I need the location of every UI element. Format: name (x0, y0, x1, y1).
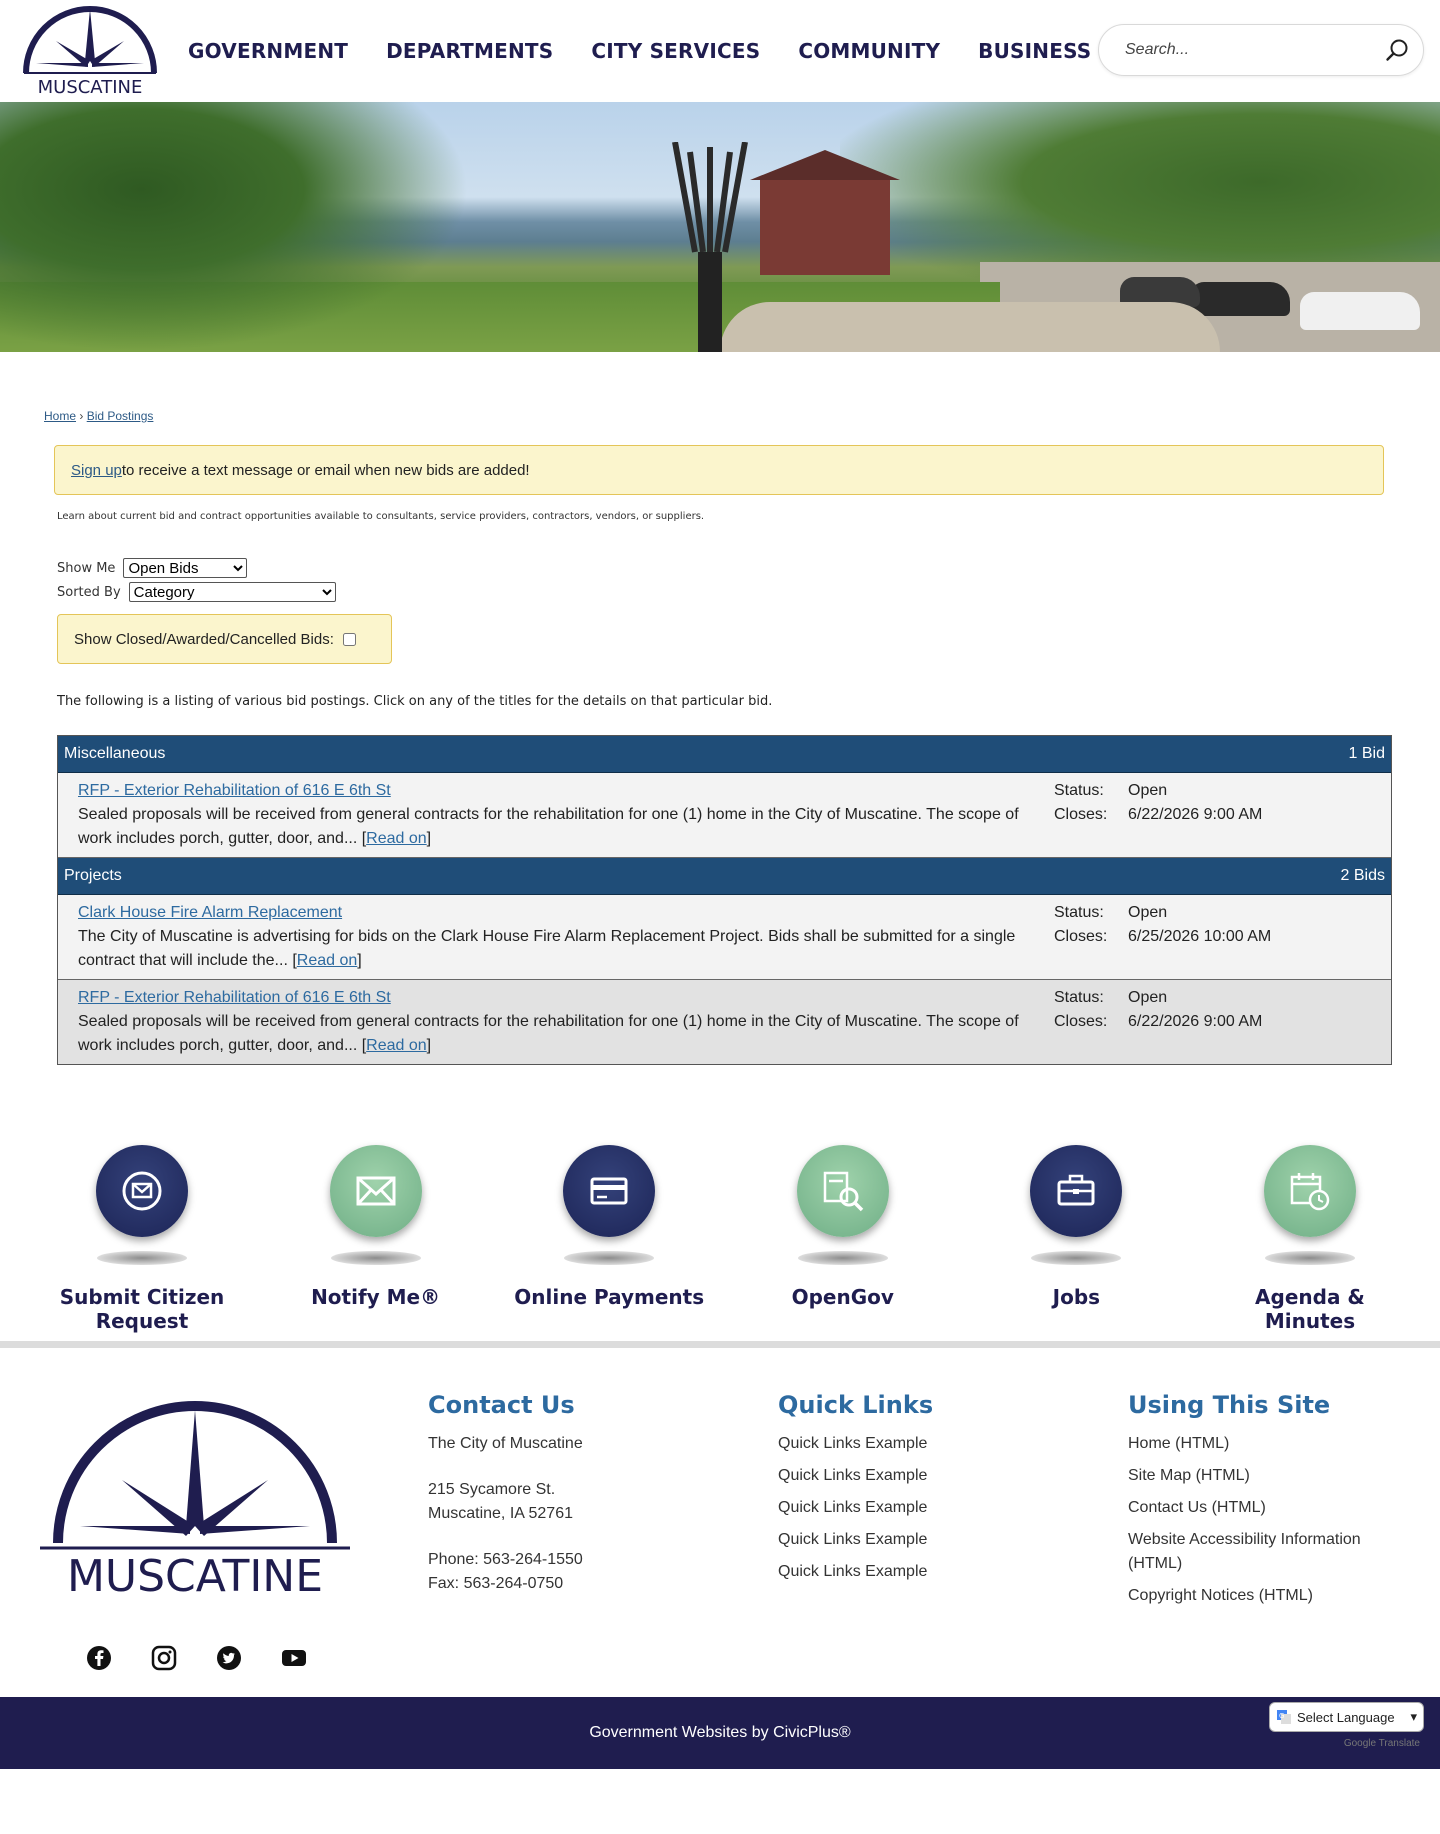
jobs-search-icon (819, 1167, 867, 1215)
quick-links-bar (42, 1145, 1410, 1341)
bid-row: RFP - Exterior Rehabilitation of 616 E 6th St Sealed proposals will be received from general contracts for the rehabilitation for one (1) home in the City of Muscatine. The scope of work includes porch, gutter, door, and... [Read on] Status: Open Closes: 6/22/2026 9:00 AM (58, 980, 1391, 1064)
signup-text: to receive a text message or email when new bids are added! (121, 461, 530, 479)
contact-heading[interactable]: Contact Us (428, 1391, 575, 1419)
main-nav (188, 39, 1129, 63)
site-logo[interactable] (16, 1, 166, 101)
calendar-clock-icon (1287, 1168, 1333, 1214)
logo-text: MUSCATINE (37, 77, 143, 98)
footer-logo[interactable] (36, 1398, 354, 1598)
closes-value: 6/22/2026 9:00 AM (1128, 806, 1263, 823)
bid-listing (57, 735, 1392, 1065)
quick-link-submit-citizen-request[interactable] (42, 1145, 242, 1341)
closes-label: Closes: (1054, 806, 1108, 823)
read-on-link[interactable]: Read on (296, 952, 358, 969)
closes-label: Closes: (1054, 928, 1108, 945)
facebook-icon[interactable] (84, 1643, 114, 1673)
civicplus-credit[interactable]: Government Websites by CivicPlus® (589, 1724, 851, 1741)
status-label: Status: (1054, 989, 1104, 1006)
search-icon[interactable] (1385, 38, 1409, 62)
chevron-down-icon: ▾ (1410, 1709, 1417, 1724)
footer-quick-link[interactable]: Quick Links Example (778, 1531, 928, 1548)
breadcrumb-separator: › (79, 409, 84, 423)
quick-link-notify-me[interactable] (276, 1145, 476, 1341)
category-header (58, 736, 1391, 773)
footer-contact (428, 1388, 583, 1596)
contact-phone: Phone: 563-264-1550 (428, 1551, 583, 1568)
credit-card-icon (587, 1169, 631, 1213)
bid-description: Sealed proposals will be received from general contracts for the rehabilitation for one (1) home in the City of Muscatine. The scope of work includes porch, gutter, door, and... (78, 806, 1019, 847)
contact-address2: Muscatine, IA 52761 (428, 1505, 573, 1522)
footer-sitemap-link[interactable]: Site Map (HTML) (1128, 1467, 1250, 1484)
footer-quick-link[interactable]: Quick Links Example (778, 1499, 928, 1516)
footer-quick-link[interactable]: Quick Links Example (778, 1435, 928, 1452)
quick-links-heading[interactable]: Quick Links (778, 1391, 934, 1419)
site-footer (0, 1341, 1440, 1697)
bid-title-link[interactable]: RFP - Exterior Rehabilitation of 616 E 6th St (78, 782, 391, 799)
sorted-by-select[interactable] (129, 582, 336, 602)
bid-description: The City of Muscatine is advertising for bids on the Clark House Fire Alarm Replacement Project. Bids shall be submitted for a single contract that will include the... (78, 928, 1016, 969)
footer-quick-link[interactable]: Quick Links Example (778, 1467, 928, 1484)
quick-link-online-payments[interactable] (509, 1145, 709, 1341)
nav-government[interactable]: GOVERNMENT (188, 39, 349, 63)
bid-filters (57, 556, 1392, 604)
quick-link-opengov[interactable] (743, 1145, 943, 1341)
show-closed-label: Show Closed/Awarded/Cancelled Bids: (74, 630, 334, 648)
read-on-link[interactable]: Read on (366, 830, 427, 847)
search-input[interactable] (1125, 41, 1385, 59)
footer-contact-link[interactable]: Contact Us (HTML) (1128, 1499, 1266, 1516)
youtube-icon[interactable] (279, 1643, 309, 1673)
bid-description: Sealed proposals will be received from general contracts for the rehabilitation for one (1) home in the City of Muscatine. The scope of work includes porch, gutter, door, and... (78, 1013, 1019, 1054)
nav-community[interactable]: COMMUNITY (798, 39, 941, 63)
footer-copyright-link[interactable]: Copyright Notices (HTML) (1128, 1587, 1313, 1604)
nav-business[interactable]: BUSINESS (978, 39, 1092, 63)
category-name: Projects (64, 867, 122, 884)
read-on-link[interactable]: Read on (366, 1037, 427, 1054)
powered-by-google: Google Translate (1343, 1738, 1420, 1749)
using-site-heading[interactable]: Using This Site (1128, 1391, 1331, 1419)
citizen-request-icon (120, 1169, 164, 1213)
hero-banner (0, 102, 1440, 352)
contact-org: The City of Muscatine (428, 1435, 583, 1452)
bid-title-link[interactable]: RFP - Exterior Rehabilitation of 616 E 6th St (78, 989, 391, 1006)
quick-link-label: Jobs (1052, 1285, 1101, 1309)
breadcrumb-bid-postings[interactable]: Bid Postings (86, 409, 154, 423)
category-count: 2 Bids (1340, 867, 1385, 884)
nav-departments[interactable]: DEPARTMENTS (386, 39, 554, 63)
sorted-by-label: Sorted By (57, 584, 121, 600)
twitter-icon[interactable] (214, 1643, 244, 1673)
category-header (58, 858, 1391, 895)
footer-using-site (1128, 1388, 1408, 1616)
breadcrumb (44, 409, 1392, 423)
quick-link-label: OpenGov (791, 1285, 894, 1309)
quick-link-label: Notify Me® (311, 1285, 441, 1309)
show-me-select[interactable] (123, 558, 247, 578)
logo-text: MUSCATINE (66, 1551, 324, 1598)
fountain-sculpture (665, 142, 755, 352)
status-label: Status: (1054, 782, 1104, 799)
category-name: Miscellaneous (64, 745, 166, 762)
bottom-bar (0, 1697, 1440, 1769)
svg-text:G: G (1279, 1712, 1285, 1720)
quick-link-label: Online Payments (514, 1285, 705, 1309)
nav-city-services[interactable]: CITY SERVICES (591, 39, 761, 63)
muscatine-logo-icon (16, 1, 166, 101)
quick-link-label: Submit Citizen Request (59, 1285, 225, 1333)
social-links (84, 1643, 344, 1673)
quick-link-agenda-minutes[interactable] (1210, 1145, 1410, 1341)
show-closed-checkbox[interactable] (343, 633, 356, 646)
main-content (0, 409, 1440, 1065)
bid-row: RFP - Exterior Rehabilitation of 616 E 6th St Sealed proposals will be received from general contracts for the rehabilitation for one (1) home in the City of Muscatine. The scope of work includes porch, gutter, door, and... [Read on] Status: Open Closes: 6/22/2026 9:00 AM (58, 773, 1391, 858)
quick-link-jobs[interactable] (976, 1145, 1176, 1341)
muscatine-logo-icon (36, 1398, 354, 1598)
google-translate-icon (1276, 1709, 1292, 1725)
intro-text: Learn about current bid and contract opportunities available to consultants, service providers, contractors, vendors, or suppliers. (57, 511, 705, 522)
show-me-label: Show Me (57, 560, 116, 576)
listing-note: The following is a listing of various bid postings. Click on any of the titles for the details on that particular bid. (57, 694, 773, 709)
category-count: 1 Bid (1348, 745, 1385, 762)
site-header (0, 0, 1440, 102)
contact-fax: Fax: 563-264-0750 (428, 1575, 564, 1592)
language-select-label: Select Language (1297, 1709, 1395, 1725)
briefcase-icon (1054, 1169, 1098, 1213)
status-value: Open (1128, 904, 1168, 921)
footer-quick-link[interactable]: Quick Links Example (778, 1563, 928, 1580)
closes-label: Closes: (1054, 1013, 1108, 1030)
envelope-icon (354, 1169, 398, 1213)
breadcrumb-home[interactable]: Home (44, 409, 77, 423)
signup-alert (54, 445, 1384, 495)
contact-address1: 215 Sycamore St. (428, 1481, 556, 1498)
status-value: Open (1128, 989, 1168, 1006)
status-label: Status: (1054, 904, 1104, 921)
bid-row: Clark House Fire Alarm Replacement The City of Muscatine is advertising for bids on the Clark House Fire Alarm Replacement Project. Bids shall be submitted for a single contract that will include the... [Read on] Status: Open Closes: 6/25/2026 10:00 AM (58, 895, 1391, 980)
footer-quick-links (778, 1388, 933, 1592)
show-closed-box (57, 614, 392, 664)
bid-title-link[interactable]: Clark House Fire Alarm Replacement (78, 904, 343, 921)
instagram-icon[interactable] (149, 1643, 179, 1673)
language-select[interactable] (1269, 1702, 1424, 1732)
footer-accessibility-link[interactable]: Website Accessibility Information (HTML) (1128, 1531, 1361, 1572)
closes-value: 6/25/2026 10:00 AM (1128, 928, 1272, 945)
footer-home-link[interactable]: Home (HTML) (1128, 1435, 1230, 1452)
quick-link-label: Agenda & Minutes (1255, 1285, 1365, 1333)
closes-value: 6/22/2026 9:00 AM (1128, 1013, 1263, 1030)
search-box (1098, 24, 1424, 76)
status-value: Open (1128, 782, 1168, 799)
signup-link[interactable]: Sign up (71, 461, 122, 479)
